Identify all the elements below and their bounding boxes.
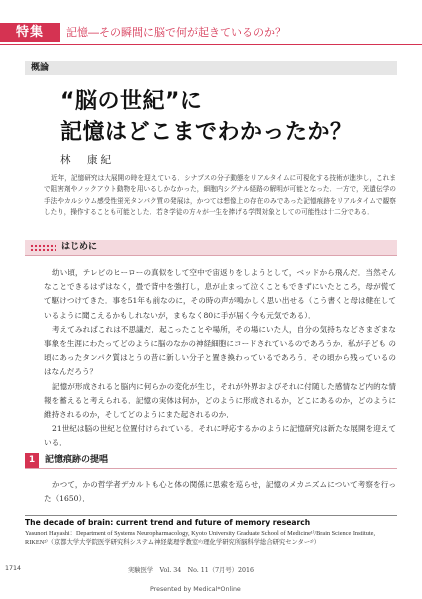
section-heading-label: 記憶痕跡の提唱 [45, 455, 109, 465]
author-name: 林 康紀 [60, 154, 114, 166]
article-title-line1: “脳の世紀”に [60, 89, 203, 114]
feature-tag: 特集 [0, 23, 60, 42]
memory-trace-body [44, 478, 396, 506]
paragraph: 考えてみればこれは不思議だ．起こったことや場所，その場にいた人，自分の気持ちなどさまざまな事象を生涯にわたってどのように脳のなかの神経細胞にコードされているのであろうか．私が子ども の頃にあったタンパク質はとうの昔に新しい分子と置き換わっているであろう．その頃から残っているのはなんだろう？ [44, 324, 396, 377]
paragraph: 幼い頃，テレビのヒーローの真似をして空中で宙返りをしようとして，ベッドから飛んだ．当然そんなことできるはずはなく，畳で背中を強打し，息が止まって泣くこともできずにいたところ，母が慌てて駆けつけてきた．事を51年も前なのに，その時の声が鳴かしく思い出せる（こう書くと母は健在しているように聞こえるかもしれないが，まもなく80に手が届く今も元気である）． [44, 268, 396, 320]
author-affiliation: Yasunori Hayashi：Department of Systems Neuropharmacology, Kyoto University Graduate School of Medicine¹⁾/Brain Science Institute, RIKEN²⁾（京都大学大学院医学研究科システム神経薬理学教室¹⁾/理化学研究所脳科学総合研究センター²⁾） [25, 530, 376, 546]
category-label: 概論 [30, 63, 49, 73]
paragraph: 21世紀は脳の世紀と位置付けられている．それに呼応するかのように記憶研究は新たな展開を迎えている． [44, 424, 396, 448]
paragraph: かつて，かの哲学者デカルトも心と体の関係に思索を巡らせ，記憶のメカニズムについて考察を行った（1650）． [44, 480, 396, 504]
section-heading-memory-trace [25, 453, 397, 469]
series-title: 記憶―その瞬間に脳で何が起きているのか？ [66, 26, 286, 39]
category-band [25, 61, 397, 75]
journal-citation: 実験医学 Vol. 34 No. 11（7月号）2016 [128, 567, 254, 574]
presented-by-credit: Presented by Medical*Online [150, 586, 241, 593]
section-number: 1 [25, 453, 39, 468]
header-divider [0, 44, 422, 45]
section-heading-label: はじめに [61, 242, 98, 252]
section-heading-introduction [25, 240, 397, 256]
abstract: 近年，記憶研究は大展開の時を迎えている．シナプスの分子動態をリアルタイムに可視化する技術が進歩し，これまで阻害剤やノックアウト動物を用いるしかなかった，細胞内シグナル経路の解明が可能となった．一方で，光遺伝学の手法やカルシウム感受性蛍光タンパク質の発展は，かつては想像上の存在のみであった記憶痕跡をリアルタイムで観察したり，操作することも可能とした．若き学徒の方々が一生を捧げる学問対象としての可能性は十二分である． [44, 174, 396, 217]
paragraph: 記憶が形成されると脳内に何らかの変化が生じ，それが外界およびそれに付随した感情など内的な情報を蓄えると考えられる．記憶の実体は何か，どのように形成されるか，どこにあるのか，どのように維持されるのか，そしてどのようにまた起されるのか． [44, 381, 396, 420]
article-title [60, 86, 390, 148]
english-divider [25, 515, 397, 516]
page-number: 1714 [5, 565, 22, 572]
dot-pattern-icon [30, 244, 56, 251]
article-title-line2: 記憶はどこまでわかったか？ [60, 120, 353, 145]
introduction-body [44, 266, 396, 451]
english-title: The decade of brain: current trend and future of memory research [25, 518, 311, 527]
